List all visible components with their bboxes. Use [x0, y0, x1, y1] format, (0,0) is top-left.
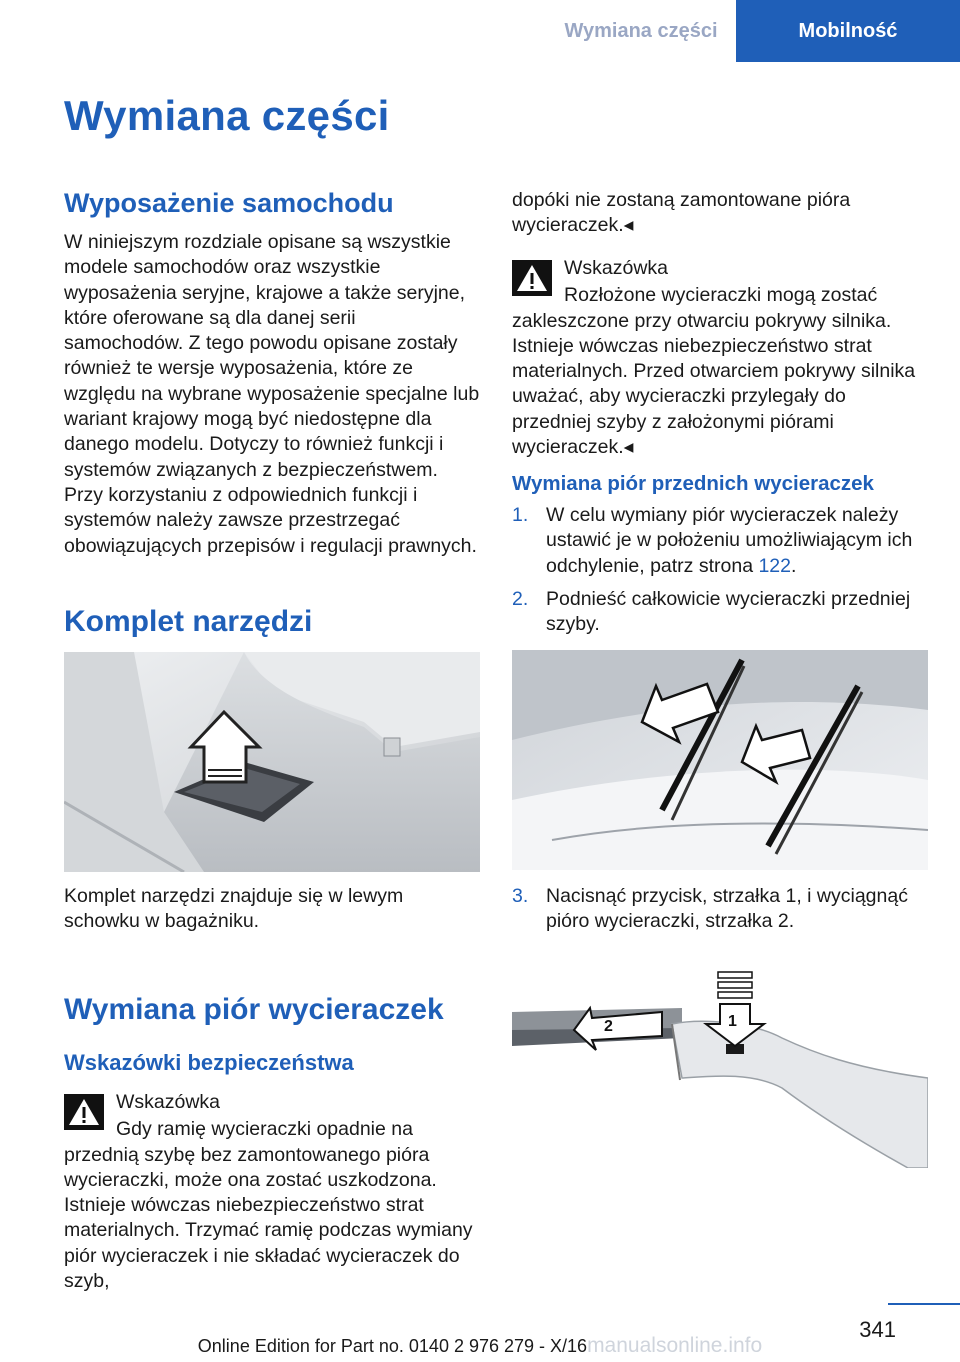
footer-edition: Online Edition for Part no. 0140 2 976 279 - X/16manualsonline.info [197, 1334, 763, 1357]
svg-text:1: 1 [728, 1013, 737, 1030]
header-chapter-tab[interactable]: Mobilność [736, 0, 960, 62]
section-heading-wiper-blades: Wymiana piór wycieraczek [64, 993, 444, 1026]
toolkit-caption: Komplet narzędzi znajduje się w lewym schowku w bagażniku. [64, 885, 404, 933]
sub-heading-front-wipers: Wymiana piór przednich wycieraczek [512, 472, 874, 495]
windshield-drawing [512, 650, 928, 870]
toolkit-illustration [64, 652, 480, 872]
footer-accent-line [888, 1303, 960, 1305]
warning-icon [512, 260, 552, 296]
step-number: 3. [512, 885, 529, 907]
section-heading-equipment: Wyposażenie samochodu [64, 188, 394, 218]
page-number: 341 [859, 1317, 896, 1342]
step-2: 2. Podnieść całkowicie wycieraczki przedniej szyby. [512, 587, 911, 636]
step-number: 1. [512, 504, 529, 526]
note-1-title: Wskazówka [116, 1091, 221, 1113]
warning-icon [64, 1094, 104, 1130]
page-title: Wymiana części [64, 92, 390, 139]
step-number: 2. [512, 587, 529, 610]
wipers-raised-illustration [512, 650, 928, 870]
wiper-blade-drawing [512, 968, 928, 1168]
header-section-tab[interactable]: Wymiana części [546, 0, 736, 62]
left-column [64, 186, 480, 559]
svg-text:2: 2 [604, 1018, 613, 1035]
safety-note-2 [512, 256, 928, 460]
continued-text: dopóki nie zostaną zamontowane pióra wycieraczek.◂ [512, 189, 851, 237]
step-1: 1. W celu wymiany piór wycieraczek należy ustawić je w położeniu umożliwiającym ich odchylenie, patrz strona 122. [512, 504, 913, 577]
trunk-compartment-drawing [64, 652, 480, 872]
steps-list-1 [512, 503, 928, 637]
section-heading-toolkit: Komplet narzędzi [64, 605, 313, 638]
sub-heading-safety-notes: Wskazówki bezpieczeństwa [64, 1050, 354, 1075]
right-column [512, 188, 928, 239]
note-2-title: Wskazówka [564, 257, 669, 279]
note-2-text: Rozłożone wycieraczki mogą zostać zakleszczone przy otwarciu pokrywy silnika. Istnieje wówczas niebezpieczeństwo strat materialnych. Przed otwarciem pokrywy silnika uważać, aby wycieraczki przylegały do przedniej szyby z założonymi piórami wycieraczek.◂ [512, 284, 916, 459]
note-1-text: Gdy ramię wycieraczki opadnie na przednią szybę bez zamontowanego pióra wycieraczki, może ona zostać uszkodzona. Istnieje wówczas niebezpieczeństwo strat materialnych. Trzymać ramię podczas wymiany piór wycieraczek i nie składać wycieraczek do szyb, [64, 1118, 473, 1293]
step-3: 3. Nacisnąć przycisk, strzałka 1, i wyciągnąć pióro wycieraczki, strzałka 2. [512, 885, 908, 933]
page-link-122[interactable]: 122 [758, 554, 791, 577]
equipment-paragraph: W niniejszym rozdziale opisane są wszystkie modele samochodów oraz wszystkie wyposażenia seryjne, krajowe a także seryjne, które oferowane są dla danej serii samochodów. Z tego powodu opisane zostały również te wersje wyposażenia, które ze względu na wybrane wyposażenie specjalne lub wariant krajowy mogą być niedostępne dla danego modelu. Dotyczy to również funkcji i systemów związanych z bezpieczeństwem. Przy korzystaniu z odpowiednich funkcji i systemów należy zawsze przestrzegać obowiązujących przepisów i regulacji prawnych. [64, 231, 480, 557]
steps-list-2 [512, 884, 928, 935]
end-mark: ◂ [623, 214, 634, 237]
wiper-blade-release-illustration [512, 968, 928, 1168]
footer-watermark: manualsonline.info [587, 1334, 763, 1357]
safety-note-1 [64, 1090, 480, 1294]
